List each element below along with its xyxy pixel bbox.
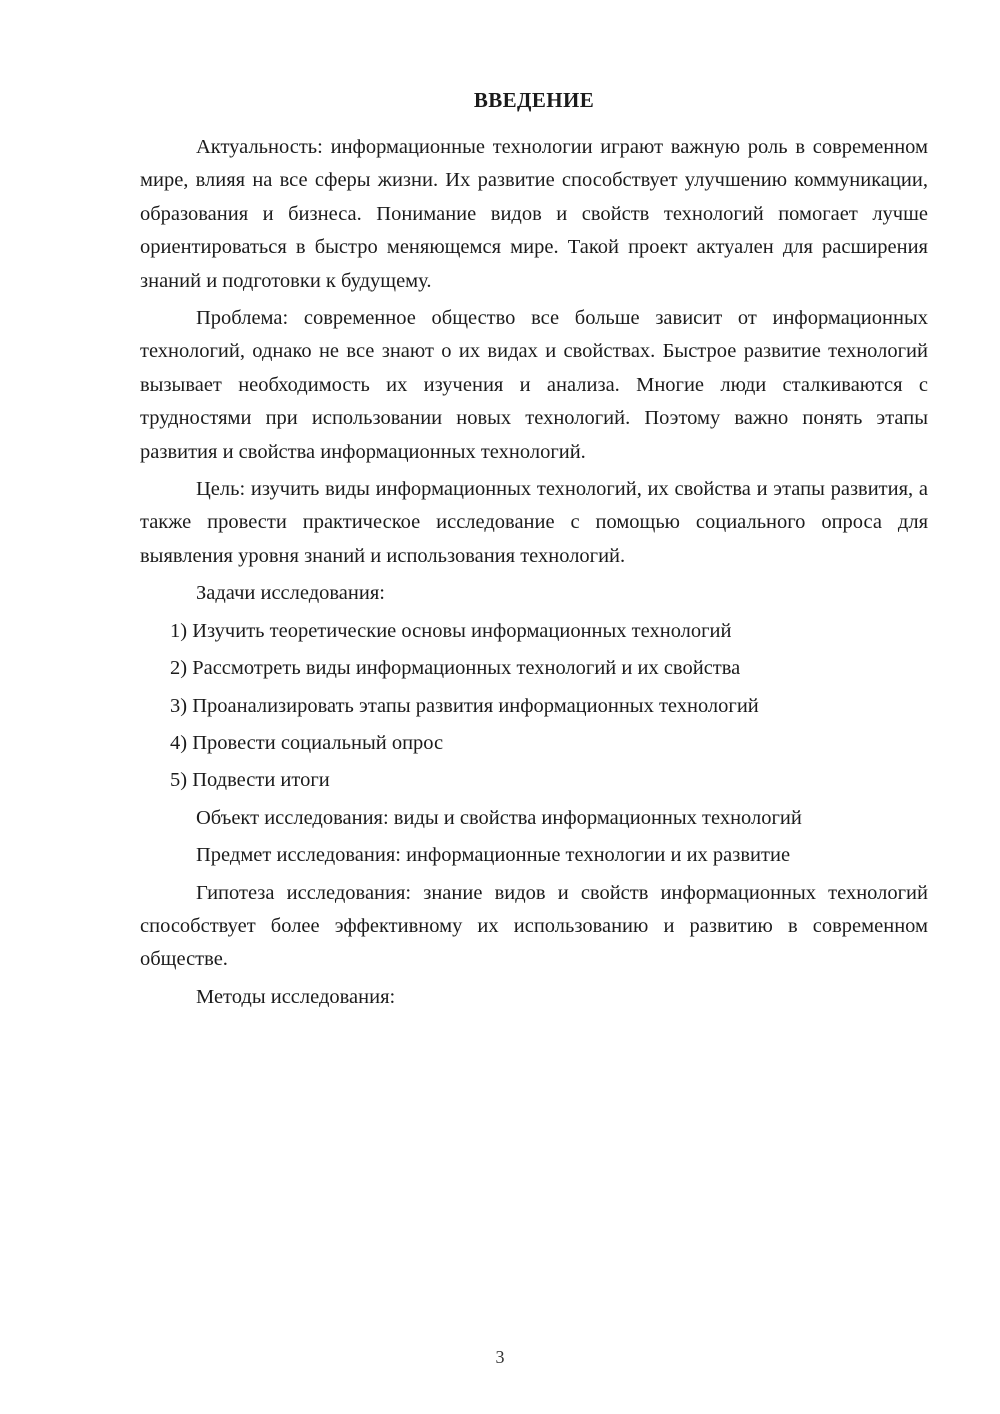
- tasks-heading: Задачи исследования:: [196, 582, 385, 605]
- page-title: ВВЕДЕНИЕ: [473, 88, 595, 112]
- paragraph-problem: Проблема: современное общество все больше зависит от информационных технологий, однако не все знают о их видах и свойствах. Быстрое развитие технологий вызывает необходимость их изучения и анализа. Многие люди сталкиваются с трудностями при использовании новых технологий. Поэтому важно понять этапы развития и свойства информационных технологий.: [140, 307, 928, 463]
- list-item: 2) Рассмотреть виды информационных технологий и их свойства: [170, 657, 741, 680]
- paragraph-object: Объект исследования: виды и свойства информационных технологий: [196, 806, 802, 829]
- methods-heading: Методы исследования:: [196, 985, 396, 1008]
- list-item: 4) Провести социальный опрос: [170, 731, 444, 754]
- paragraph-relevance: Актуальность: информационные технологии играют важную роль в современном мире, влияя на все сферы жизни. Их развитие способствует улучшению коммуникации, образования и бизнеса. Понимание видов и свойств технологий помогает лучше ориентироваться в быстро меняющемся мире. Такой проект актуален для расширения знаний и подготовки к будущему.: [140, 136, 928, 292]
- paragraph-goal: Цель: изучить виды информационных технологий, их свойства и этапы развития, а также провести практическое исследование с помощью социального опроса для выявления уровня знаний и использования технологий.: [140, 478, 928, 567]
- list-item: 5) Подвести итоги: [170, 769, 330, 792]
- list-item: 3) Проанализировать этапы развития информационных технологий: [170, 694, 759, 717]
- list-item: 1) Изучить теоретические основы информационных технологий: [170, 619, 732, 642]
- paragraph-hypothesis: Гипотеза исследования: знание видов и свойств информационных технологий способствует более эффективному их использованию и развитию в современном обществе.: [140, 881, 928, 971]
- paragraph-subject: Предмет исследования: информационные технологии и их развитие: [196, 844, 791, 867]
- page-number: 3: [495, 1347, 505, 1367]
